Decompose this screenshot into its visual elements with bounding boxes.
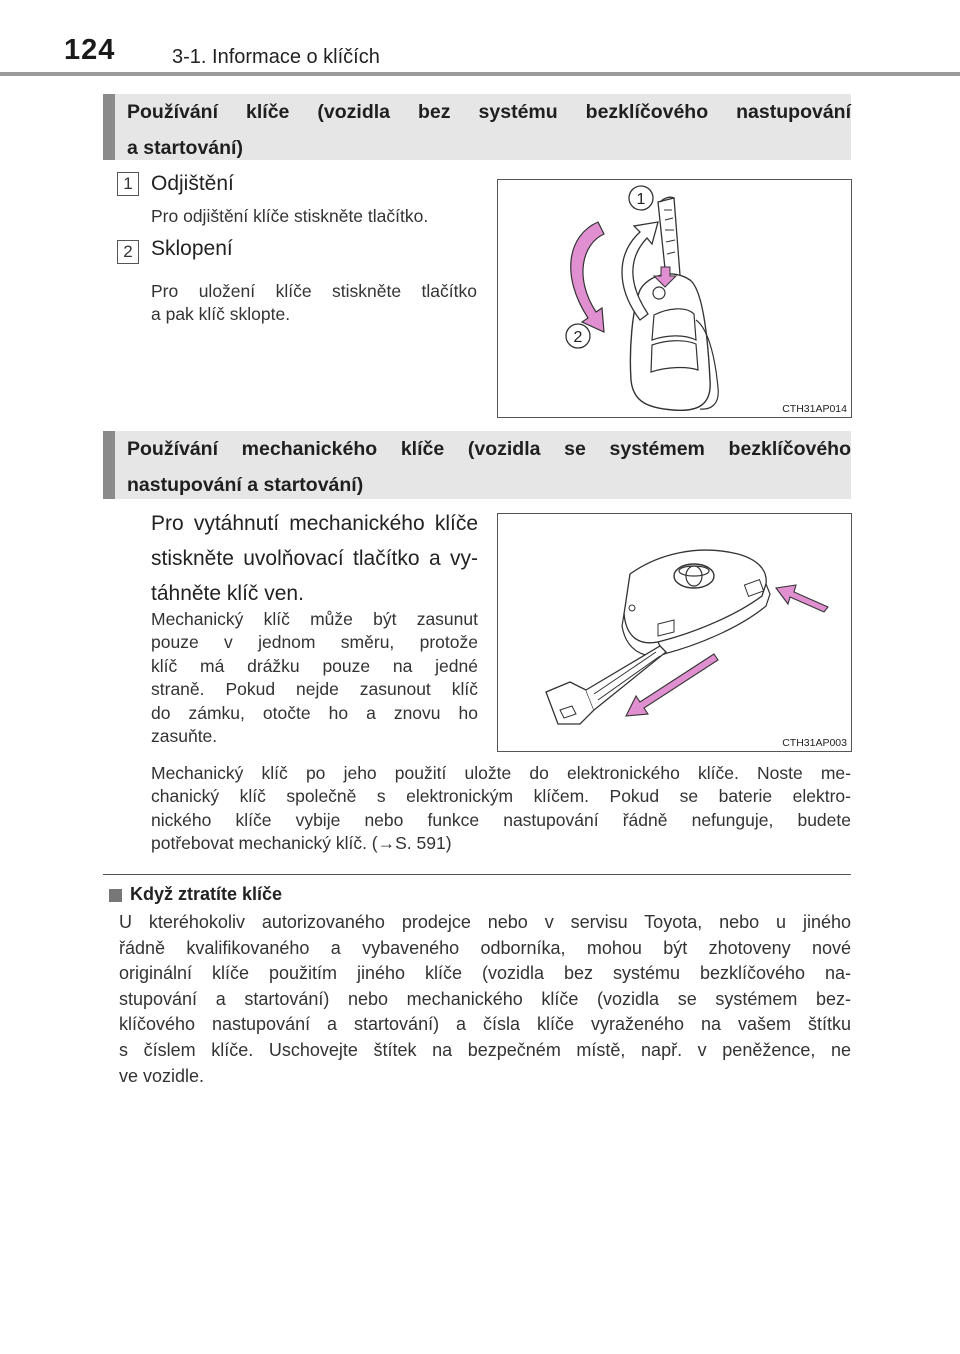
paragraph-line: s číslem klíče. Uschovejte štítek na bezpečném místě, např. v peněžence, ne xyxy=(119,1039,851,1060)
lead-instruction xyxy=(151,506,478,611)
callout-label-1: 1 xyxy=(636,191,646,208)
square-bullet-icon xyxy=(109,889,122,902)
heading-line-1: Používání klíče (vozidla bez systému bezklíčového nastupování xyxy=(127,101,851,123)
subsection-title-lost-keys: Když ztratíte klíče xyxy=(130,884,283,904)
figure-flip-key xyxy=(497,179,852,418)
step-text-fold-line-2: a pak klíč sklopte. xyxy=(151,304,291,324)
note1-line: zasuňte. xyxy=(151,726,218,747)
paragraph-line: řádně kvalifikovaného a vybaveného odborníka, mohou být zhotoveny nové xyxy=(119,937,851,958)
paragraph-line: klíčového nastupování a startování) a čísla klíče vyraženého na vašem štítku xyxy=(119,1014,851,1035)
heading-line-2: a startování) xyxy=(127,137,243,159)
lead-line-1: Pro vytáhnutí mechanického klíče xyxy=(151,512,478,535)
note-keep-mechanical-key xyxy=(151,762,851,856)
note2-line: Mechanický klíč po jeho použití uložte do elektronického klíče. Noste me- xyxy=(151,763,851,783)
note1-line: Mechanický klíč může být zasunut xyxy=(151,609,478,629)
lead-line-3: táhněte klíč ven. xyxy=(151,582,304,605)
smart-key-illustration xyxy=(498,514,851,751)
note1-line: straně. Pokud nejde zasunout klíč xyxy=(151,679,478,700)
note2-line: chanický klíč společně s elektronickým klíčem. Pokud se baterie elektro- xyxy=(151,786,851,807)
note1-line: do zámku, otočte ho a znovu ho xyxy=(151,702,478,723)
paragraph-line: ve vozidle. xyxy=(119,1065,205,1086)
figure-code: CTH31AP003 xyxy=(782,737,847,749)
step-text-fold xyxy=(151,280,477,326)
paragraph-line: U kteréhokoliv autorizovaného prodejce nebo v servisu Toyota, nebo u jiného xyxy=(119,912,851,932)
running-section-title: 3-1. Informace o klíčích xyxy=(172,46,380,68)
note2-line: nického klíče vybije nebo funkce nastupování řádně nefunguje, budete xyxy=(151,809,851,830)
step-text-unlock: Pro odjištění klíče stiskněte tlačítko. xyxy=(151,206,429,226)
step-title-unlock: Odjištění xyxy=(151,172,234,195)
subsection-divider xyxy=(103,874,851,875)
heading-line-1: Používání mechanického klíče (vozidla se systémem bezklíčového xyxy=(127,438,851,460)
paragraph-line: originální klíče použitím jiného klíče (vozidla bez systému bezklíčového na- xyxy=(119,963,851,984)
flip-key-illustration xyxy=(498,180,851,417)
step-number-1: 1 xyxy=(117,172,139,196)
note-key-insertion xyxy=(151,608,478,748)
note2-line: potřebovat mechanický klíč. (→S. 591) xyxy=(151,833,452,854)
header-divider xyxy=(0,72,960,76)
section-heading-mechanical-key xyxy=(103,431,851,499)
lost-keys-paragraph xyxy=(119,910,851,1089)
heading-line-2: nastupování a startování) xyxy=(127,474,364,496)
note1-line: klíč má drážku pouze na jedné xyxy=(151,655,478,676)
page-number: 124 xyxy=(64,34,116,66)
lead-line-2: stiskněte uvolňovací tlačítko a vy- xyxy=(151,547,478,570)
figure-code: CTH31AP014 xyxy=(782,403,847,415)
section-heading-key-without-smart-entry xyxy=(103,94,851,160)
callout-label-2: 2 xyxy=(573,329,583,346)
step-text-fold-line-1: Pro uložení klíče stiskněte tlačítko xyxy=(151,281,477,301)
paragraph-line: stupování a startování) nebo mechanického klíče (vozidla se systémem bez- xyxy=(119,988,851,1009)
note1-line: pouze v jednom směru, protože xyxy=(151,632,478,653)
figure-smart-key xyxy=(497,513,852,752)
step-number-2: 2 xyxy=(117,240,139,264)
step-title-fold: Sklopení xyxy=(151,237,233,260)
